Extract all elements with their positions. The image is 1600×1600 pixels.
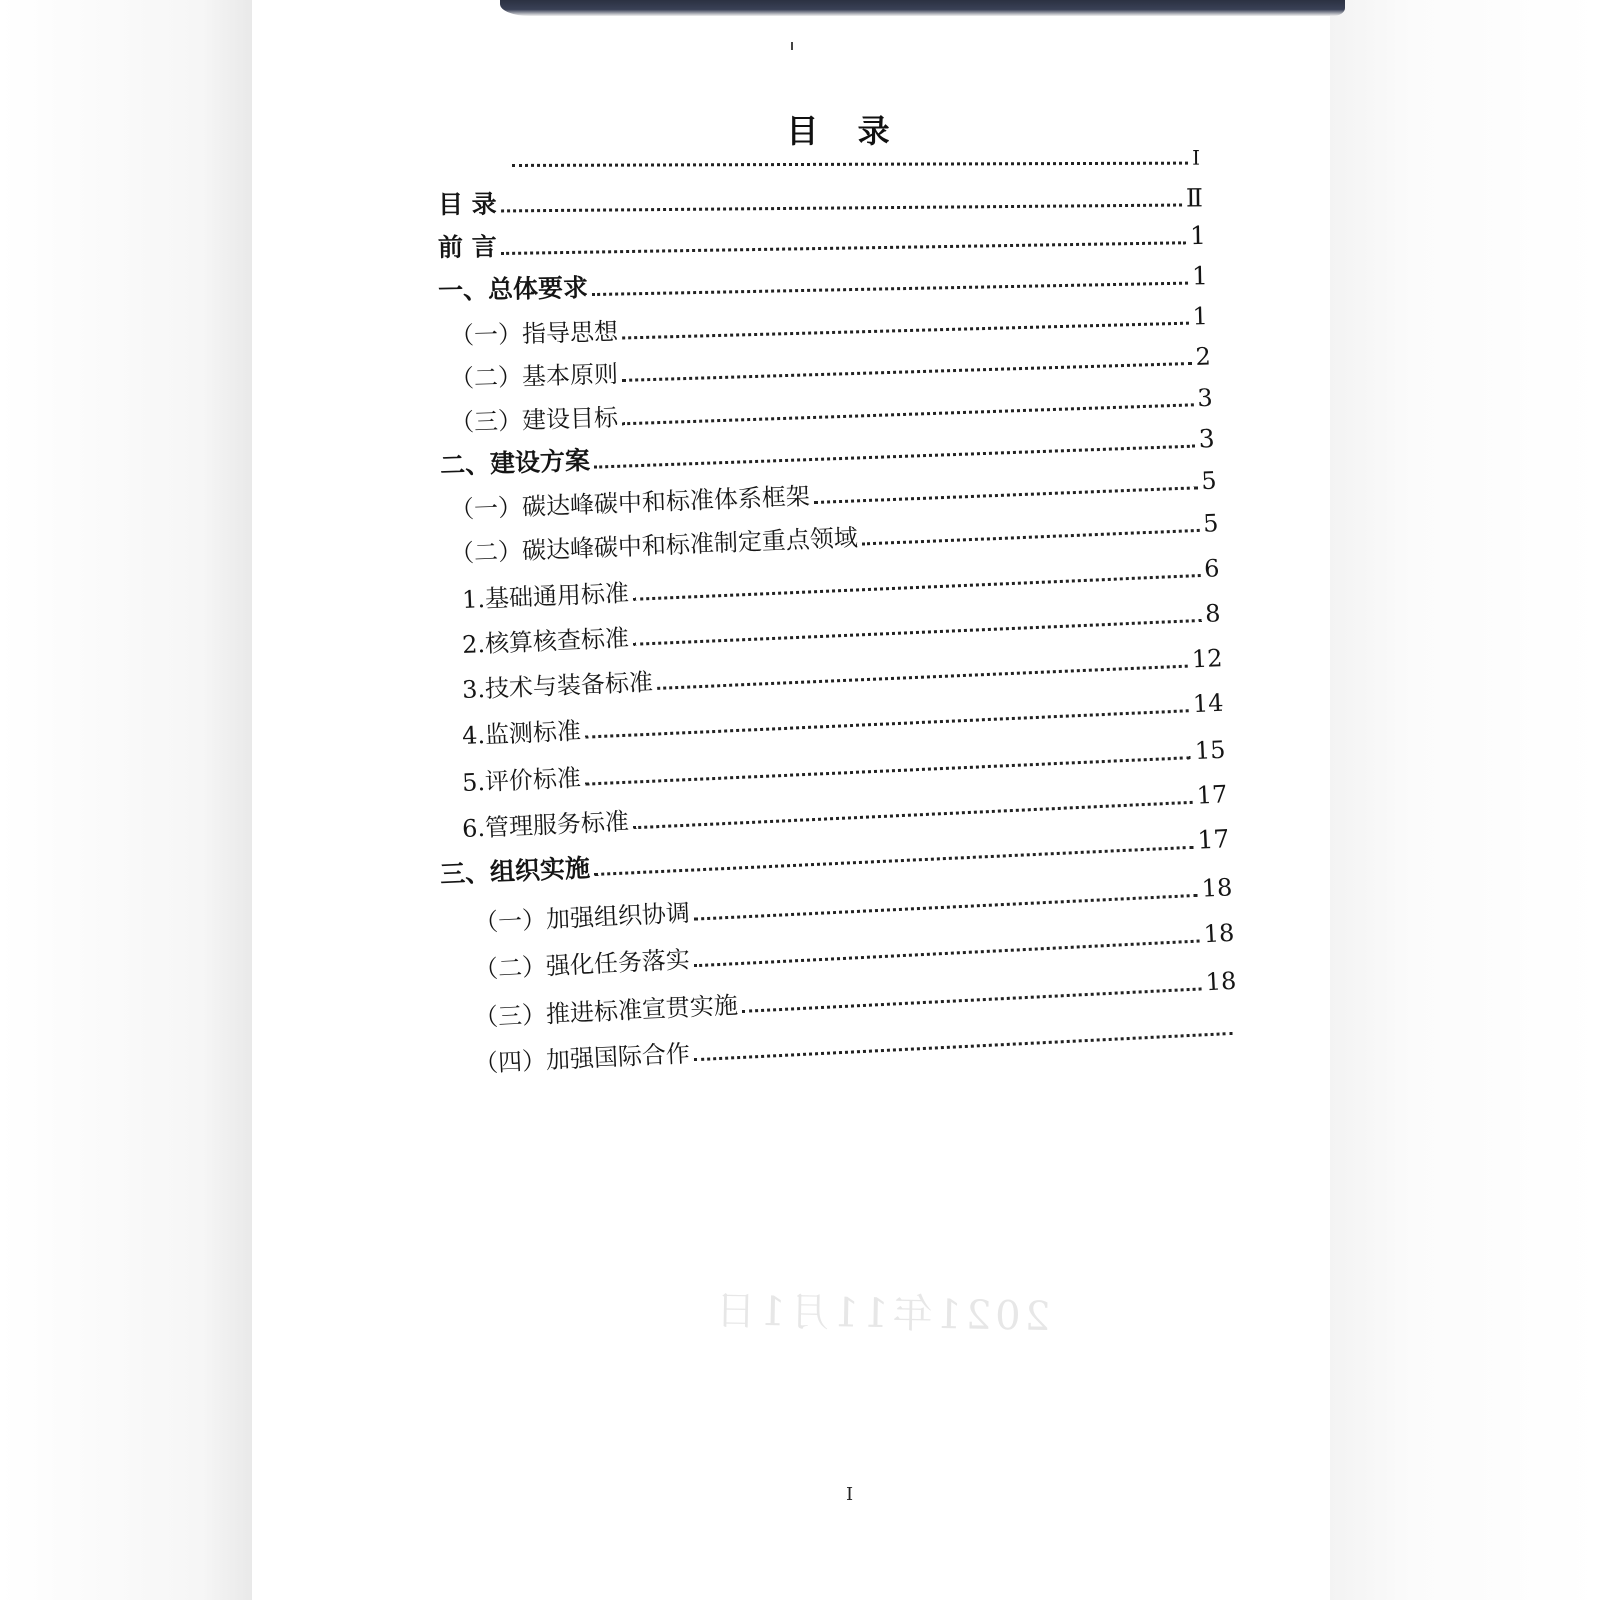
toc-entry-page-number: Ⅱ	[1185, 183, 1204, 213]
toc-entry-label: 6.管理服务标准	[461, 807, 630, 843]
toc-dot-leader	[742, 987, 1202, 1012]
toc-entry	[438, 178, 1203, 221]
toc-dot-leader	[501, 204, 1182, 213]
toc-entry-label: 前 言	[437, 232, 497, 262]
toc-entry-label: 1.基础通用标准	[461, 579, 630, 614]
toc-entry-page-number: 18	[1203, 918, 1235, 949]
toc-entry-label: （一）碳达峰碳中和标准体系框架	[449, 482, 811, 524]
toc-dot-leader	[592, 282, 1188, 296]
toc-entry-label: （一）加强组织协调	[473, 898, 691, 937]
toc-entry-page-number: 14	[1192, 688, 1224, 719]
toc-entry-page-number: 18	[1205, 966, 1237, 997]
footer-page-number: I	[846, 1484, 854, 1505]
toc-entry-label: （二）强化任务落实	[473, 945, 691, 984]
toc-entry	[508, 146, 1200, 173]
toc-dot-leader	[694, 940, 1200, 968]
toc-entry-label: 二、建设方案	[439, 445, 591, 480]
toc-entry-page-number: 1	[1189, 220, 1207, 251]
toc-entry-label: （三）建设目标	[449, 403, 619, 437]
toc-entry-page-number: 8	[1204, 599, 1222, 628]
toc-dot-leader	[814, 486, 1198, 504]
toc-entry-page-number: 3	[1198, 423, 1216, 454]
toc-dot-leader	[622, 322, 1189, 340]
toc-entry-page-number: 2	[1195, 342, 1212, 371]
toc-entry-label: 5.评价标准	[461, 763, 582, 797]
toc-entry-label: （二）碳达峰碳中和标准制定重点领域	[449, 523, 859, 568]
toc-dot-leader	[594, 846, 1194, 876]
toc-entry-label: 目 录	[437, 189, 497, 219]
toc-entry-label: （三）推进标准宣贯实施	[473, 991, 739, 1032]
toc-entry-page-number: 5	[1200, 466, 1218, 496]
toc-entry-label: 一、总体要求	[437, 273, 589, 305]
toc-dot-leader	[694, 894, 1198, 921]
toc-dot-leader	[512, 162, 1188, 167]
toc-entry-page-number: 17	[1196, 780, 1228, 810]
toc-entry	[438, 216, 1206, 264]
toc-entry-page-number: 1	[1191, 261, 1209, 291]
toc-title: 目 录	[786, 112, 904, 150]
toc-dot-leader	[694, 1032, 1233, 1061]
toc-entry-page-number: 1	[1192, 302, 1209, 331]
toc-entry-label: 3.技术与装备标准	[461, 668, 654, 704]
toc-entry-page-number: 18	[1201, 873, 1233, 903]
toc-dot-leader	[862, 529, 1200, 546]
toc-entry-label: 2.核算核查标准	[461, 624, 630, 659]
toc-entry-page-number: 3	[1196, 383, 1214, 413]
toc-entry-page-number: I	[1192, 145, 1201, 170]
toc-entry-label: （二）基本原则	[449, 360, 619, 393]
toc-entry-page-number: 5	[1202, 509, 1220, 538]
toc-dot-leader	[622, 362, 1192, 382]
toc-entry-page-number: 15	[1194, 735, 1226, 765]
toc-dot-leader	[501, 241, 1186, 255]
toc-entry-label: （一）指导思想	[449, 317, 619, 350]
toc-entry-label: 三、组织实施	[439, 853, 591, 889]
show-through-date: 2021年11月1日	[711, 1288, 1051, 1340]
toc-dot-leader	[657, 665, 1188, 690]
toc-entry-page-number: 6	[1203, 554, 1221, 583]
toc-entry-page-number: 12	[1191, 644, 1224, 674]
toc-entry-page-number: 17	[1196, 824, 1230, 855]
toc-entry-label: （四）加强国际合作	[473, 1039, 691, 1078]
toc-entry-label: 4.监测标准	[461, 716, 582, 750]
